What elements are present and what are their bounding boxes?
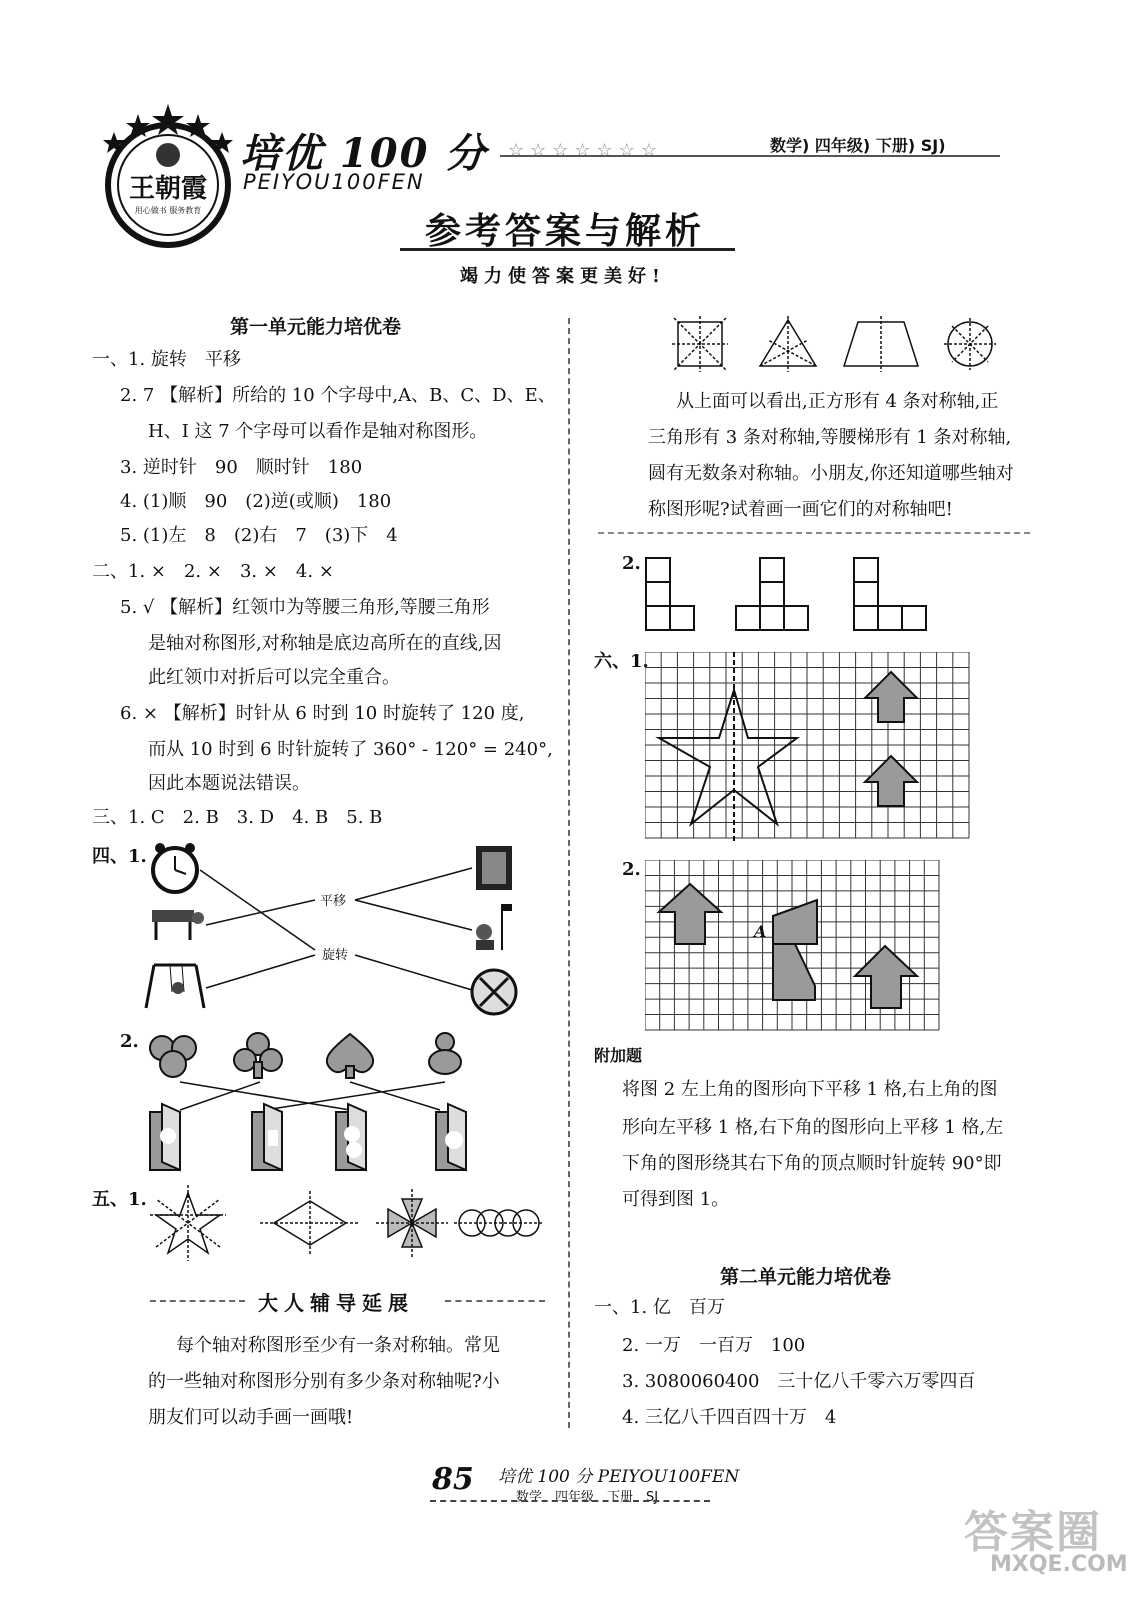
axes-figure (140, 1185, 550, 1265)
answer-line: 而从 10 时到 6 时针旋转了 360° - 120° = 240°, (148, 739, 553, 760)
answer-line: 一、1. 亿 百万 (594, 1297, 725, 1318)
section-title-unit2: 第二单元能力培优卷 (720, 1266, 892, 1288)
answer-line: 4. 三亿八千四百四十万 4 (622, 1407, 837, 1428)
symmetry-text: 从上面可以看出,正方形有 4 条对称轴,正 (676, 391, 999, 412)
section-title-unit1: 第一单元能力培优卷 (230, 316, 402, 338)
guide-line: 每个轴对称图形至少有一条对称轴。常见 (176, 1335, 500, 1356)
symmetry-text: 称图形呢?试着画一画它们的对称轴吧! (648, 499, 953, 520)
footer-brand: 培优 100 分 PEIYOU100FEN (498, 1467, 740, 1487)
q4-2-label: 2. (120, 1031, 139, 1052)
answer-line: 此红领巾对折后可以完全重合。 (148, 667, 400, 688)
answer-line: 3. 逆时针 90 顺时针 180 (120, 457, 363, 478)
brand-title: 培优 100 分 (240, 130, 488, 177)
answer-line: 6. × 【解析】时针从 6 时到 10 时旋转了 120 度, (120, 703, 525, 724)
slogan: 竭力使答案更美好! (460, 266, 666, 287)
answer-line: 是轴对称图形,对称轴是底边高所在的直线,因 (148, 633, 502, 654)
grid-figure-1 (645, 652, 975, 842)
extra-title: 附加题 (594, 1046, 643, 1065)
extra-line: 可得到图 1。 (622, 1189, 730, 1210)
guide-line: 的一些轴对称图形分别有多少条对称轴呢?小 (148, 1371, 500, 1392)
tag-sep: ) (862, 136, 876, 155)
windmill-icon (472, 970, 516, 1014)
views-figure (640, 552, 940, 636)
tag-sep: ) (802, 136, 815, 155)
answer-line: H、I 这 7 个字母可以看作是轴对称图形。 (148, 421, 488, 442)
shapes-axes-figure (668, 316, 1008, 372)
answer-line: 二、1. × 2. × 3. × 4. × (92, 561, 334, 582)
tag-sep: ) (938, 136, 946, 155)
watermark-url: MXQE.COM (990, 1552, 1128, 1577)
match-label-translate: 平移 (320, 894, 347, 909)
match-label-rotate: 旋转 (322, 948, 349, 963)
desk-icon (152, 910, 204, 940)
answer-line: 4. (1)顺 90 (2)逆(或顺) 180 (120, 491, 392, 512)
footer-rule (430, 1500, 710, 1502)
header-rule (500, 155, 1000, 157)
point-label-a: A (754, 922, 767, 941)
swing-icon (146, 965, 204, 1008)
symmetry-match-figure (140, 1030, 500, 1175)
guide-title: 大人辅导延展 (258, 1291, 414, 1315)
answer-line: 3. 3080060400 三十亿八千零六万零四百 (622, 1371, 976, 1392)
q4-label: 四、1. (92, 846, 147, 867)
header (0, 0, 1136, 300)
answer-line: 2. 7 【解析】所给的 10 个字母中,A、B、C、D、E、 (120, 385, 556, 406)
page-number: 85 (432, 1462, 474, 1497)
stars-row: ☆☆☆☆☆☆☆ (508, 140, 663, 161)
logo-text: 王朝霞 (128, 174, 207, 204)
answer-line: 2. 一万 一百万 100 (622, 1335, 806, 1356)
grid-figure-2 (645, 860, 941, 1032)
extra-line: 形向左平移 1 格,右下角的图形向上平移 1 格,左 (622, 1117, 1004, 1138)
symmetry-text: 圆有无数条对称轴。小朋友,你还知道哪些轴对 (648, 463, 1014, 484)
guide-line: 朋友们可以动手画一画哦! (148, 1407, 354, 1428)
logo-subtext: 用心做书 服务教育 (134, 206, 202, 215)
guide-rule-left (150, 1300, 245, 1302)
title-underline (400, 248, 735, 251)
guide-rule-right (445, 1300, 545, 1302)
answer-line: 5. (1)左 8 (2)右 7 (3)下 4 (120, 525, 398, 546)
tag-grade: 四年级 (814, 136, 863, 155)
watermark: 答案圈 (964, 1507, 1102, 1558)
subject-tags (770, 133, 946, 156)
column-divider (568, 318, 570, 1428)
matching-figure (140, 840, 540, 1020)
extra-line: 将图 2 左上角的图形向下平移 1 格,右上角的图 (622, 1079, 998, 1100)
q6-2-label: 2. (622, 859, 641, 880)
flag-raise-icon (476, 904, 512, 950)
elevator-icon (476, 846, 512, 890)
q5-label: 五、1. (92, 1189, 147, 1210)
answer-line: 5. √ 【解析】红领巾为等腰三角形,等腰三角形 (120, 597, 490, 618)
answer-line: 一、1. 旋转 平移 (92, 349, 241, 370)
main-title: 参考答案与解析 (425, 211, 706, 252)
answer-line: 因此本题说法错误。 (148, 773, 310, 794)
footer-sub: 数学 四年级 下册 SJ (516, 1490, 659, 1505)
clock-icon (153, 843, 197, 892)
brand-pinyin: PEIYOU100FEN (243, 170, 425, 194)
q2-label: 2. (622, 553, 641, 574)
tag-volume: 下册 (875, 136, 908, 155)
symmetry-text: 三角形有 3 条对称轴,等腰梯形有 1 条对称轴, (648, 427, 1012, 448)
tag-edition: SJ (920, 136, 939, 155)
q6-label: 六、1. (594, 651, 649, 672)
tag-sep: ) (907, 136, 921, 155)
tag-subject: 数学 (770, 136, 803, 155)
right-divider (598, 532, 1030, 534)
answer-line: 三、1. C 2. B 3. D 4. B 5. B (92, 807, 383, 828)
extra-line: 下角的图形绕其右下角的顶点顺时针旋转 90°即 (622, 1153, 1002, 1174)
